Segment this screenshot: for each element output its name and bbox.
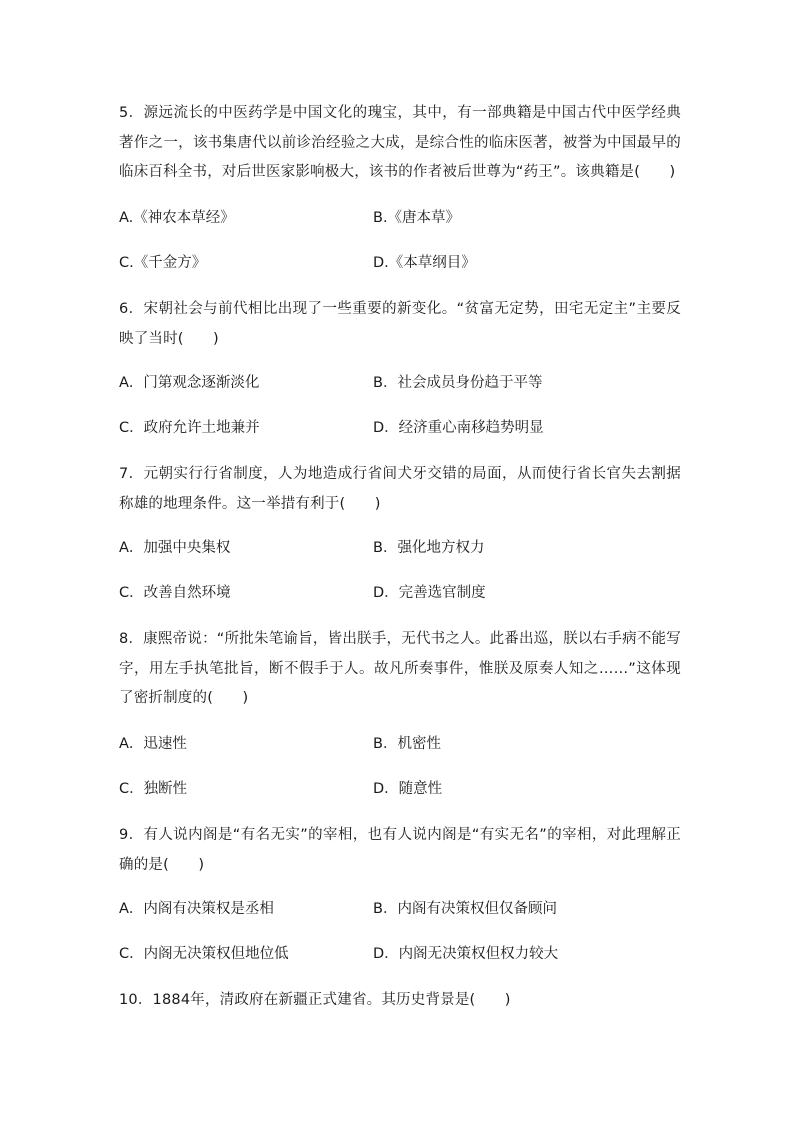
question-6-stem: 6．宋朝社会与前代相比出现了一些重要的新变化。“贫富无定势，田宅无定主”主要反映了当时( ) [119,301,681,347]
question-5-option-a: A.《神农本草经》 [119,210,235,226]
question-6-option-c: C．政府允许土地兼并 [119,420,260,436]
question-7-option-a: A．加强中央集权 [119,540,231,556]
question-8-option-c: C．独断性 [119,781,188,797]
question-5-option-b: B.《唐本草》 [373,210,461,226]
question-8-option-b: B．机密性 [373,736,441,752]
question-7-stem: 7．元朝实行行省制度，人为地造成行省间犬牙交错的局面，从而使行省长官失去割据称雄的地理条件。这一举措有利于( ) [119,466,681,512]
question-9-stem: 9．有人说内阁是“有名无实”的宰相，也有人说内阁是“有实无名”的宰相，对此理解正确的是( ) [119,827,681,873]
question-9-option-d: D．内阁无决策权但权力较大 [373,946,559,962]
question-5-stem: 5．源远流长的中医药学是中国文化的瑰宝，其中，有一部典籍是中国古代中医学经典著作之一，该书集唐代以前诊治经验之大成，是综合性的临床医著，被誉为中国最早的临床百科全书，对后世医家影响极大，该书的作者被后世尊为“药王”。该典籍是( ) [119,105,681,180]
question-8-stem: 8．康熙帝说：“所批朱笔谕旨，皆出朕手，无代书之人。此番出巡，朕以右手病不能写字，用左手执笔批旨，断不假手于人。故凡所奏事件，惟朕及原奏人知之……”这体现了密折制度的( ) [119,631,681,706]
question-5-option-c: C.《千金方》 [119,255,207,271]
question-8-option-a: A．迅速性 [119,736,187,752]
question-5-option-d: D.《本草纲目》 [373,255,476,271]
question-9-option-b: B．内阁有决策权但仅备顾问 [373,901,557,917]
question-6-option-a: A．门第观念逐渐淡化 [119,375,260,391]
question-9-option-a: A．内阁有决策权是丞相 [119,901,274,917]
question-8-option-d: D．随意性 [373,781,443,797]
question-9-option-c: C．内阁无决策权但地位低 [119,946,289,962]
question-7-option-c: C．改善自然环境 [119,585,231,601]
question-7-option-d: D．完善选官制度 [373,585,486,601]
question-6-option-d: D．经济重心南移趋势明显 [373,420,544,436]
question-6-option-b: B．社会成员身份趋于平等 [373,375,543,391]
question-10-stem: 10．1884年，清政府在新疆正式建省。其历史背景是( ) [119,992,511,1008]
question-7-option-b: B．强化地方权力 [373,540,485,556]
